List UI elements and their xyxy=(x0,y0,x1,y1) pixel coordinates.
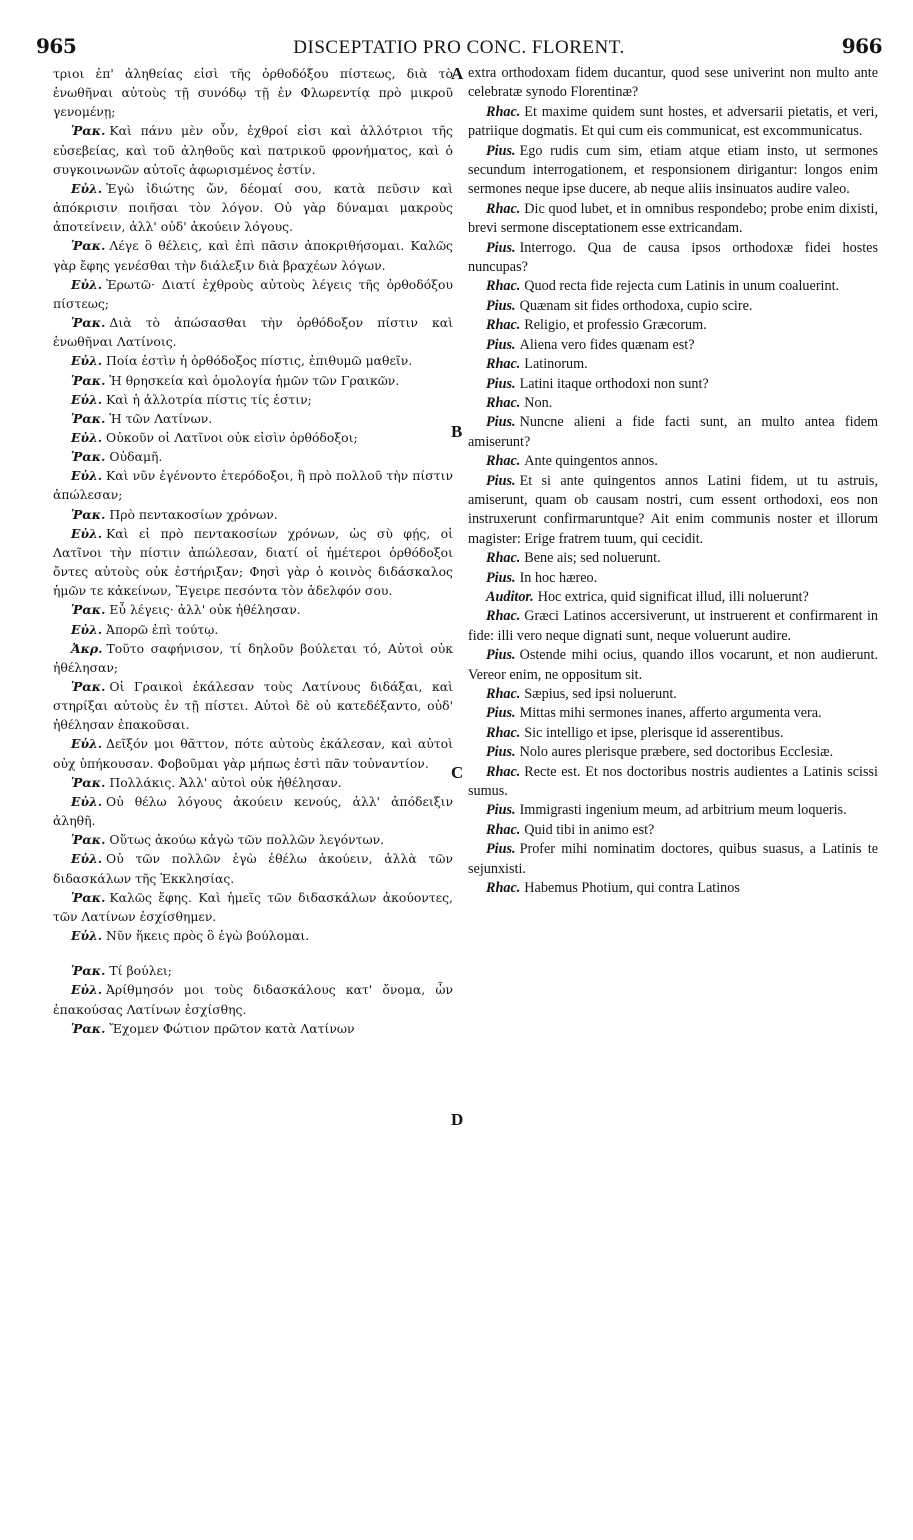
speaker-label: Ῥακ. xyxy=(71,774,106,790)
speaker-label: Rhac. xyxy=(486,394,521,411)
speech-text: Ἐρωτῶ· Διατί ἐχθροὺς αὐτοὺς λέγεις τῆς ὀρθοδόξου πίστεως; xyxy=(53,276,453,311)
speech-text: Non. xyxy=(524,394,553,411)
speaker-label: Pius. xyxy=(486,744,516,761)
greek-dialogue-line xyxy=(53,236,453,274)
margin-marker-d: D xyxy=(451,1110,464,1129)
speaker-label: Ῥακ. xyxy=(71,506,106,522)
speaker-label: Pius. xyxy=(486,569,516,586)
speech-text: Bene ais; sed noluerunt. xyxy=(524,550,661,567)
latin-dialogue-line xyxy=(468,103,878,142)
speech-text: Καὶ πάνυ μὲν οὖν, ἐχθροί εἰσι καὶ ἀλλότριοι τῆς εὐσεβείας, καὶ τοῦ ἀληθοῦς καὶ πατρικοῦ φρονήματος, καὶ ὁ συγκοινωνῶν αὐτοῖς ἀφωρισμένος ἐστίν. xyxy=(53,123,453,177)
running-title: DISCEPTATIO PRO CONC. FLORENT. xyxy=(293,37,625,58)
speaker-label: Pius. xyxy=(486,841,516,858)
speaker-label: Rhac. xyxy=(486,724,521,741)
speech-text: Τί βούλει; xyxy=(109,963,172,979)
latin-dialogue-line xyxy=(468,840,878,879)
greek-dialogue-line xyxy=(53,1019,453,1038)
speech-text: Καλῶς ἔφης. Καὶ ἡμεῖς τῶν διδασκάλων ἀκούοντες, τῶν Λατίνων ἐσχίσθημεν. xyxy=(53,889,453,924)
latin-dialogue-line xyxy=(468,607,878,646)
greek-dialogue-line xyxy=(53,428,453,447)
latin-dialogue-line xyxy=(468,569,878,588)
speech-text: Latini itaque orthodoxi non sunt? xyxy=(519,375,709,392)
speech-text: Ἡ τῶν Λατίνων. xyxy=(109,410,213,426)
latin-column xyxy=(468,64,878,898)
latin-dialogue-line xyxy=(468,394,878,413)
margin-marker-c: C xyxy=(451,763,464,782)
speaker-label: Pius. xyxy=(486,705,516,722)
speaker-label: Ῥακ. xyxy=(71,315,106,331)
greek-dialogue-line xyxy=(53,371,453,390)
greek-dialogue-line xyxy=(53,773,453,792)
speaker-label: Pius. xyxy=(486,336,516,353)
greek-column xyxy=(53,64,453,1038)
speech-text: Sic intelligo et ipse, plerisque id asserentibus. xyxy=(524,724,784,741)
speech-text: Nolo aures plerisque præbere, sed doctoribus Ecclesiæ. xyxy=(519,744,834,761)
page-number-left: 965 xyxy=(36,34,77,58)
margin-marker-b: B xyxy=(451,422,463,441)
speaker-label: Ῥακ. xyxy=(71,1020,106,1036)
speaker-label: Εὐλ. xyxy=(71,736,103,752)
speaker-label: Εὐλ. xyxy=(71,468,103,484)
speaker-label: Pius. xyxy=(486,414,516,431)
speaker-label: Pius. xyxy=(486,472,516,489)
speaker-label: Pius. xyxy=(486,239,516,256)
speech-text: Aliena vero fides quænam est? xyxy=(519,336,695,353)
latin-dialogue-line xyxy=(468,452,878,471)
latin-dialogue-line xyxy=(468,763,878,802)
speech-text: Εὖ λέγεις· ἀλλ' οὐκ ἠθέλησαν. xyxy=(109,602,301,618)
speech-text: Nuncne alieni a fide facti sunt, an multo antea fidem amiserunt? xyxy=(468,414,878,450)
speaker-label: Auditor. xyxy=(486,588,534,605)
speech-text: extra orthodoxam fidem ducantur, quod sese univerint non multo ante celebratæ synodo Florentinæ? xyxy=(468,65,878,101)
speech-text: Πολλάκις. Ἀλλ' αὐτοὶ οὐκ ἠθέλησαν. xyxy=(109,774,342,790)
paragraph-gap xyxy=(53,945,453,961)
greek-dialogue-line xyxy=(53,926,453,945)
greek-dialogue-line xyxy=(53,390,453,409)
speaker-label: Ῥακ. xyxy=(71,889,106,905)
greek-dialogue-line xyxy=(53,600,453,619)
speech-text: Διὰ τὸ ἀπώσασθαι τὴν ὀρθόδοξον πίστιν καὶ ἑνωθῆναι Λατίνοις. xyxy=(53,315,453,350)
latin-dialogue-line xyxy=(468,704,878,723)
speech-text: Ego rudis cum sim, etiam atque etiam insto, ut sermones secundum interrogationem, et responsionem dirigantur: longos enim sermones neque ipse ducere, ab neque aliis insinuatos audire valeo. xyxy=(468,142,878,198)
speaker-label: Rhac. xyxy=(486,608,521,625)
speaker-label: Pius. xyxy=(486,647,516,664)
greek-dialogue-line xyxy=(53,351,453,370)
speech-text: Ἀρίθμησόν μοι τοὺς διδασκάλους κατ' ὄνομα, ὧν ἐπακούσας Λατίνων ἐσχίσθης. xyxy=(53,982,453,1017)
speaker-label: Ῥακ. xyxy=(71,410,106,426)
speaker-label: Rhac. xyxy=(486,453,521,470)
speech-text: Ἐγὼ ἰδιώτης ὤν, δέομαί σου, κατὰ πεῦσιν καὶ ἀπόκρισιν ποιῆσαι τὸν λόγον. Οὐ γὰρ δύναμαι μακροὺς ἀποτείνειν, ἀλλ' οὐδ' ἀκούειν λόγους. xyxy=(53,180,453,235)
speaker-label: Pius. xyxy=(486,802,516,819)
speaker-label: Rhac. xyxy=(486,200,521,217)
speaker-label: Ῥακ. xyxy=(71,963,106,979)
greek-dialogue-line xyxy=(53,849,453,887)
speech-text: Οὐ τῶν πολλῶν ἐγὼ ἐθέλω ἀκούειν, ἀλλὰ τῶν διδασκάλων τῆς Ἐκκλησίας. xyxy=(53,851,453,886)
latin-dialogue-line xyxy=(468,239,878,278)
latin-dialogue-line xyxy=(468,355,878,374)
speech-text: Ἔχομεν Φώτιον πρῶτον κατὰ Λατίνων xyxy=(109,1020,355,1036)
speech-text: Interrogo. Qua de causa ipsos orthodoxæ fidei hostes nuncupas? xyxy=(468,239,878,276)
latin-dialogue-line xyxy=(468,685,878,704)
latin-dialogue-line xyxy=(468,142,878,200)
running-header xyxy=(36,30,882,58)
page-number-right: 966 xyxy=(841,34,882,58)
speech-text: Δεῖξόν μοι θᾶττον, πότε αὐτοὺς ἐκάλεσαν, καὶ αὐτοὶ οὐχ ὑπήκουσαν. Φοβοῦμαι γὰρ μήπως ἐστὶ πᾶν τοὐναντίον. xyxy=(53,736,453,771)
speaker-label: Εὐλ. xyxy=(71,180,103,196)
greek-dialogue-line xyxy=(53,961,453,980)
speaker-label: Εὐλ. xyxy=(71,525,103,541)
speech-text: Et si ante quingentos annos Latini fidem, ut tu astruis, amiserunt, quam ob causam nostri, cum essent orthodoxi, eos non instruxerunt confirmaruntque? Ait enim communis noster et illorum magister: Erige fratrem tuum, qui cecidit. xyxy=(468,472,878,547)
speech-text: Πρὸ πεντακοσίων χρόνων. xyxy=(109,506,278,522)
speech-text: Sæpius, sed ipsi noluerunt. xyxy=(524,686,677,702)
greek-dialogue-line xyxy=(53,792,453,830)
greek-dialogue-line xyxy=(53,980,453,1018)
speaker-label: Εὐλ. xyxy=(71,982,103,998)
speech-text: Hoc extrica, quid significat illud, illi noluerunt? xyxy=(537,588,809,605)
greek-dialogue-line xyxy=(53,830,453,849)
speaker-label: Rhac. xyxy=(486,880,521,897)
speaker-label: Ἀκρ. xyxy=(71,640,103,656)
greek-dialogue-line xyxy=(53,275,453,313)
speech-text: Quod recta fide rejecta cum Latinis in unum coaluerint. xyxy=(524,278,840,295)
latin-dialogue-line xyxy=(468,472,878,550)
speech-text: Latinorum. xyxy=(524,356,588,373)
speech-text: Quænam sit fides orthodoxa, cupio scire. xyxy=(519,297,753,314)
greek-dialogue-line xyxy=(53,524,453,601)
speaker-label: Rhac. xyxy=(486,550,521,567)
speech-text: Οὐδαμῆ. xyxy=(109,449,163,465)
greek-dialogue-line xyxy=(53,313,453,351)
speaker-label: Ῥακ. xyxy=(71,372,106,388)
latin-dialogue-line xyxy=(468,316,878,335)
speaker-label: Εὐλ. xyxy=(71,621,103,637)
latin-dialogue-line xyxy=(468,200,878,239)
greek-dialogue-line xyxy=(53,888,453,926)
greek-dialogue-line xyxy=(53,505,453,524)
speech-text: Immigrasti ingenium meum, ad arbitrium meum loqueris. xyxy=(519,802,847,819)
speaker-label: Ῥακ. xyxy=(71,238,106,254)
speech-text: Græci Latinos accersiverunt, ut instruerent et confirmarent in fide: illi vero neque dignati sunt, neque voluerunt audire. xyxy=(468,608,878,644)
speaker-label: Εὐλ. xyxy=(71,851,103,867)
speaker-label: Ῥακ. xyxy=(71,123,106,139)
greek-dialogue-line xyxy=(53,64,453,121)
latin-dialogue-line xyxy=(468,588,878,607)
speech-text: Νῦν ἥκεις πρὸς ὃ ἐγὼ βούλομαι. xyxy=(106,928,310,944)
speech-text: Οἱ Γραικοὶ ἐκάλεσαν τοὺς Λατίνους διδάξαι, καὶ στηρίξαι αὐτοὺς ἐν τῇ πίστει. Αὐτοὶ δὲ οὐ κατεδέξαντο, οὐδ' ἠθέλησαν ἐπακοῦσαι. xyxy=(53,679,453,733)
speech-text: Religio, et professio Græcorum. xyxy=(524,317,707,334)
speech-text: Καὶ ἡ ἀλλοτρία πίστις τίς ἐστιν; xyxy=(106,391,312,407)
speaker-label: Εὐλ. xyxy=(71,429,103,445)
speech-text: Profer mihi nominatim doctores, quibus suasus, a Latinis te sejunxisti. xyxy=(468,841,878,877)
speaker-label: Εὐλ. xyxy=(71,928,103,944)
speaker-label: Εὐλ. xyxy=(71,353,103,369)
speech-text: Λέγε ὃ θέλεις, καὶ ἐπὶ πᾶσιν ἀποκριθήσομαι. Καλῶς γὰρ ἔφης γενέσθαι τὴν διάλεξιν διὰ βραχέων λόγων. xyxy=(53,238,453,273)
greek-dialogue-line xyxy=(53,409,453,428)
speech-text: Ἀπορῶ ἐπὶ τούτῳ. xyxy=(106,621,219,637)
speaker-label: Ῥακ. xyxy=(71,832,106,848)
speech-text: In hoc hæreo. xyxy=(519,569,598,586)
speaker-label: Rhac. xyxy=(486,356,521,373)
speaker-label: Εὐλ. xyxy=(71,276,103,292)
speech-text: Quid tibi in animo est? xyxy=(524,821,655,838)
speech-text: Οὕτως ἀκούω κἀγὼ τῶν πολλῶν λεγόντων. xyxy=(109,832,385,848)
latin-dialogue-line xyxy=(468,375,878,394)
latin-dialogue-line xyxy=(468,879,878,898)
speaker-label: Rhac. xyxy=(486,278,521,295)
latin-dialogue-line xyxy=(468,336,878,355)
latin-dialogue-line xyxy=(468,549,878,568)
latin-dialogue-line xyxy=(468,297,878,316)
latin-dialogue-line xyxy=(468,646,878,685)
latin-dialogue-line xyxy=(468,801,878,820)
speech-text: Οὐ θέλω λόγους ἀκούειν κενούς, ἀλλ' ἀπόδειξιν ἀληθῆ. xyxy=(53,793,453,829)
speaker-label: Pius. xyxy=(486,142,516,159)
speech-text: Ποία ἐστὶν ἡ ὀρθόδοξος πίστις, ἐπιθυμῶ μαθεῖν. xyxy=(106,353,413,369)
speech-text: Dic quod lubet, et in omnibus respondebo; probe enim dixisti, brevi sermone disceptationem esse extricandam. xyxy=(468,200,878,237)
speech-text: Καὶ νῦν ἐγένοντο ἑτερόδοξοι, ἢ πρὸ πολλοῦ τὴν πίστιν ἀπώλεσαν; xyxy=(53,468,453,503)
speech-text: Ἡ θρησκεία καὶ ὁμολογία ἡμῶν τῶν Γραικῶν. xyxy=(109,372,400,388)
latin-dialogue-line xyxy=(468,821,878,840)
speech-text: τριοι ἐπ' ἀληθείας εἰσὶ τῆς ὀρθοδόξου πίστεως, διὰ τὸ ἑνωθῆναι αὐτοὺς τῇ συνόδῳ τῇ ἐν Φλωρεντίᾳ πρὸ μικροῦ γενομένῃ; xyxy=(53,66,453,120)
speaker-label: Pius. xyxy=(486,375,516,392)
greek-dialogue-line xyxy=(53,639,453,677)
greek-dialogue-line xyxy=(53,734,453,772)
speech-text: Et maxime quidem sunt hostes, et adversarii pietatis, et veri, patriique dogmatis. Et qui cum eis communicat, est excommunicatus. xyxy=(468,103,878,140)
margin-marker-a: A xyxy=(451,64,464,83)
speaker-label: Ῥακ. xyxy=(71,602,106,618)
latin-dialogue-line xyxy=(468,64,878,103)
speaker-label: Ῥακ. xyxy=(71,449,106,465)
latin-dialogue-line xyxy=(468,743,878,762)
speaker-label: Rhac. xyxy=(486,821,521,838)
speaker-label: Εὐλ. xyxy=(71,793,103,809)
speech-text: Mittas mihi sermones inanes, afferto argumenta vera. xyxy=(519,705,822,722)
speech-text: Καὶ εἰ πρὸ πεντακοσίων χρόνων, ὡς σὺ φῄς, οἱ Λατῖνοι τὴν πίστιν ἀπώλεσαν, διατί οἱ ἡμέτεροι ὀρθόδοξοι ὄντες αὐτοὺς οὐκ ἐστήριξαν; Φησὶ γὰρ ὁ κοινὸς διδάσκαλος ἡμῶν τε κἀκείνων, Ἔγειρε πεσόντα τὸν ἀδελφόν σου. xyxy=(53,525,453,599)
speaker-label: Εὐλ. xyxy=(71,391,103,407)
latin-dialogue-line xyxy=(468,277,878,296)
speech-text: Ante quingentos annos. xyxy=(524,453,658,470)
greek-dialogue-line xyxy=(53,447,453,466)
greek-dialogue-line xyxy=(53,677,453,734)
speaker-label: Rhac. xyxy=(486,686,521,702)
speech-text: Recte est. Et nos doctoribus nostris audientes a Latinis scissi sumus. xyxy=(468,763,878,800)
speech-text: Ostende mihi ocius, quando illos vocarunt, et non audierunt. Vereor enim, ne oppositum sit. xyxy=(468,647,878,683)
greek-dialogue-line xyxy=(53,121,453,178)
greek-dialogue-line xyxy=(53,620,453,639)
speaker-label: Ῥακ. xyxy=(71,679,106,694)
speech-text: Οὐκοῦν οἱ Λατῖνοι οὐκ εἰσὶν ὀρθόδοξοι; xyxy=(106,429,358,445)
greek-dialogue-line xyxy=(53,179,453,236)
greek-dialogue-line xyxy=(53,466,453,504)
speaker-label: Rhac. xyxy=(486,103,521,120)
speaker-label: Pius. xyxy=(486,297,516,314)
speaker-label: Rhac. xyxy=(486,317,521,334)
latin-dialogue-line xyxy=(468,724,878,743)
speaker-label: Rhac. xyxy=(486,763,521,780)
speech-text: Τοῦτο σαφήνισον, τί δηλοῦν βούλεται τό, Αὐτοὶ οὐκ ἠθέλησαν; xyxy=(53,640,453,675)
latin-dialogue-line xyxy=(468,413,878,452)
speech-text: Habemus Photium, qui contra Latinos xyxy=(524,880,740,897)
